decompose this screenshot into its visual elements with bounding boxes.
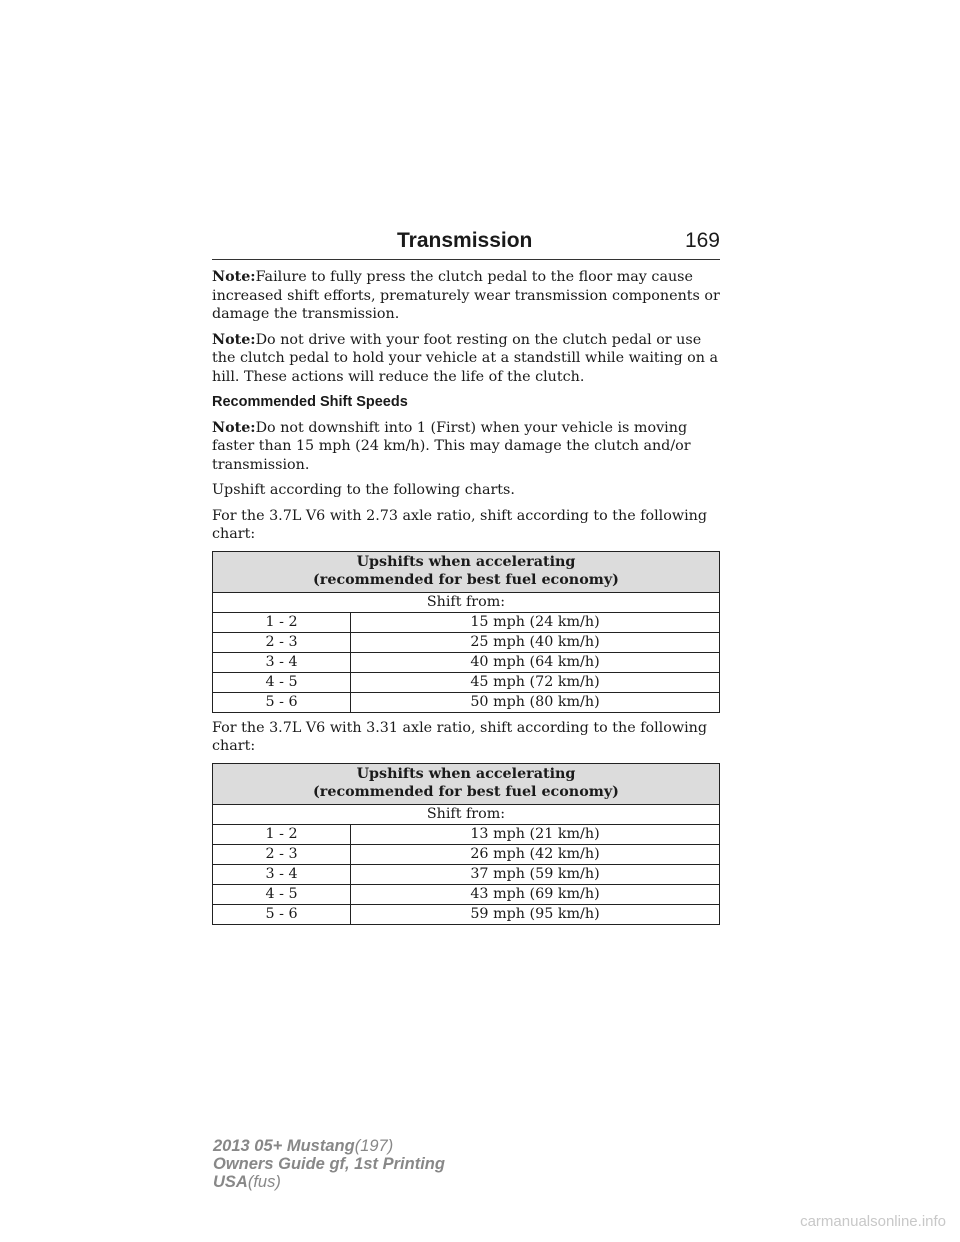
gear-cell: 2 - 3 — [213, 632, 351, 652]
gear-cell: 3 - 4 — [213, 652, 351, 672]
table-header: Upshifts when accelerating (recommended for best fuel economy) — [213, 551, 720, 592]
note-text: Failure to fully press the clutch pedal to the floor may cause increased shift efforts, prematurely wear transmission components or damage the transmission. — [212, 269, 720, 322]
speed-cell: 13 mph (21 km/h) — [351, 824, 720, 844]
speed-cell: 45 mph (72 km/h) — [351, 672, 720, 692]
table-caption: For the 3.7L V6 with 2.73 axle ratio, shift according to the following chart: — [212, 507, 708, 542]
page-content — [212, 268, 720, 931]
speed-cell: 43 mph (69 km/h) — [351, 884, 720, 904]
gear-cell: 1 - 2 — [213, 824, 351, 844]
chapter-title: Transmission — [397, 229, 533, 252]
table-subheader: Shift from: — [213, 804, 720, 824]
gear-cell: 1 - 2 — [213, 612, 351, 632]
table-row — [213, 672, 720, 692]
table-row — [213, 652, 720, 672]
speed-cell: 15 mph (24 km/h) — [351, 612, 720, 632]
speed-cell: 40 mph (64 km/h) — [351, 652, 720, 672]
intro-text: Upshift according to the following charts. — [212, 482, 515, 498]
table-subheader: Shift from: — [213, 592, 720, 612]
speed-cell: 50 mph (80 km/h) — [351, 692, 720, 712]
table-row — [213, 864, 720, 884]
note-label: Note: — [212, 331, 256, 348]
table-row — [213, 824, 720, 844]
gear-cell: 5 - 6 — [213, 904, 351, 924]
page-number: 169 — [684, 229, 720, 252]
print-footer — [213, 1137, 445, 1191]
table-row — [213, 884, 720, 904]
footer-guide: Owners Guide gf, 1st Printing — [213, 1155, 445, 1173]
speed-cell: 25 mph (40 km/h) — [351, 632, 720, 652]
footer-region: USA — [213, 1173, 248, 1191]
table-caption: For the 3.7L V6 with 3.31 axle ratio, shift according to the following chart: — [212, 719, 708, 754]
table-row — [213, 632, 720, 652]
footer-model: 2013 05+ Mustang — [213, 1137, 355, 1155]
note-text: Do not downshift into 1 (First) when your vehicle is moving faster than 15 mph (24 km/h). This may damage the clutch and/or transmission. — [212, 419, 691, 473]
note-label: Note: — [212, 419, 256, 436]
note-label: Note: — [212, 269, 256, 285]
speed-cell: 59 mph (95 km/h) — [351, 904, 720, 924]
note-paragraph — [212, 419, 720, 475]
note-paragraph — [212, 268, 720, 324]
footer-code: (197) — [354, 1137, 394, 1155]
gear-cell: 4 - 5 — [213, 672, 351, 692]
note-text: Do not drive with your foot resting on the clutch pedal or use the clutch pedal to hold your vehicle at a standstill while waiting on a hill. These actions will reduce the life of the clutch. — [212, 331, 719, 385]
speed-cell: 37 mph (59 km/h) — [351, 864, 720, 884]
shift-speed-table — [212, 763, 720, 925]
table-row — [213, 844, 720, 864]
gear-cell: 4 - 5 — [213, 884, 351, 904]
table-row — [213, 904, 720, 924]
section-heading: Recommended Shift Speeds — [212, 394, 408, 410]
page-header — [212, 229, 720, 260]
footer-region-code: (fus) — [247, 1173, 281, 1191]
gear-cell: 5 - 6 — [213, 692, 351, 712]
note-paragraph — [212, 331, 720, 387]
table-row — [213, 612, 720, 632]
table-row — [213, 692, 720, 712]
speed-cell: 26 mph (42 km/h) — [351, 844, 720, 864]
shift-speed-table — [212, 551, 720, 713]
gear-cell: 3 - 4 — [213, 864, 351, 884]
table-header: Upshifts when accelerating (recommended for best fuel economy) — [213, 763, 720, 804]
site-watermark: carmanualsonline.info — [800, 1213, 946, 1230]
gear-cell: 2 - 3 — [213, 844, 351, 864]
